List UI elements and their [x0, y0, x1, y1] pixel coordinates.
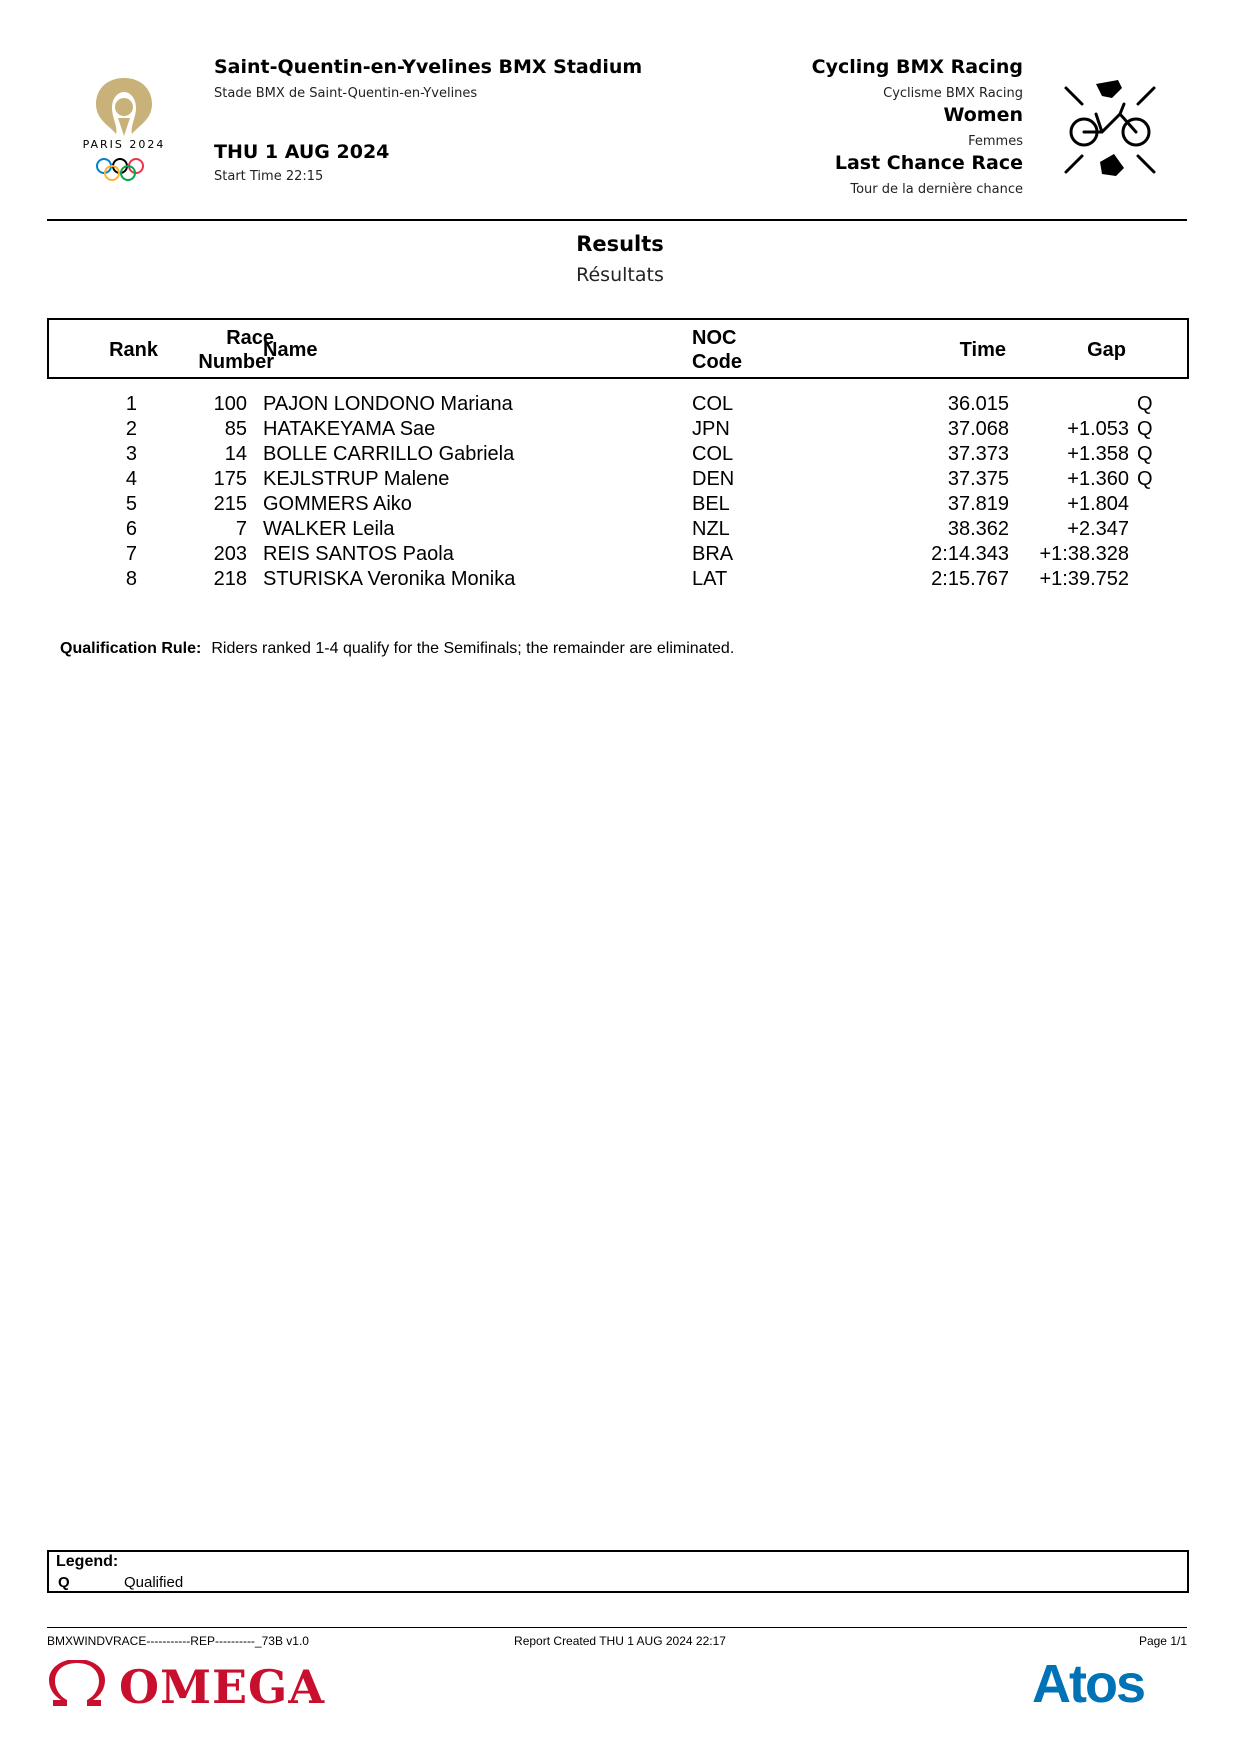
legend-code: Q	[58, 1574, 70, 1591]
col-race-number-line2: Number	[198, 351, 274, 373]
race-number-cell: 218	[213, 568, 247, 590]
name-cell: HATAKEYAMA Sae	[263, 418, 436, 440]
gap-cell: +1.360	[1067, 468, 1129, 490]
col-noc-line1: NOC	[692, 327, 737, 349]
name-cell: KEJLSTRUP Malene	[263, 468, 450, 490]
rank-cell: 2	[125, 418, 137, 440]
col-name: Name	[263, 339, 318, 361]
time-cell: 36.015	[947, 393, 1009, 415]
col-noc-line2: Code	[692, 351, 742, 373]
time-cell: 2:15.767	[931, 568, 1009, 590]
col-time: Time	[959, 339, 1006, 361]
header-divider	[47, 219, 1187, 221]
gap-cell: +1.804	[1067, 493, 1129, 515]
table-row	[0, 467, 1240, 492]
results-subtitle: Résultats	[576, 264, 664, 286]
table-row	[0, 542, 1240, 567]
noc-cell: COL	[692, 443, 734, 465]
footer-divider	[47, 1627, 1187, 1628]
report-code: BMXWINDVRACE-----------REP----------_73B v1.0	[47, 1634, 309, 1648]
table-row	[0, 492, 1240, 517]
noc-cell: LAT	[692, 568, 728, 590]
noc-cell: JPN	[692, 418, 730, 440]
paris-2024-logo	[72, 74, 176, 186]
race-number-cell: 14	[224, 443, 247, 465]
time-cell: 2:14.343	[931, 543, 1009, 565]
race-number-cell: 203	[213, 543, 247, 565]
rank-cell: 3	[125, 443, 137, 465]
race-number-cell: 85	[224, 418, 247, 440]
name-cell: REIS SANTOS Paola	[263, 543, 454, 565]
event-date: THU 1 AUG 2024	[214, 141, 390, 163]
qualification-rule-label: Qualification Rule:	[60, 640, 202, 657]
qualification-rule	[60, 640, 734, 658]
rank-cell: 8	[125, 568, 137, 590]
time-cell: 37.375	[947, 468, 1009, 490]
name-cell: WALKER Leila	[263, 518, 395, 540]
name-cell: BOLLE CARRILLO Gabriela	[263, 443, 515, 465]
name-cell: PAJON LONDONO Mariana	[263, 393, 513, 415]
venue-title: Saint-Quentin-en-Yvelines BMX Stadium	[214, 56, 643, 78]
rank-cell: 7	[125, 543, 137, 565]
col-gap: Gap	[1087, 339, 1126, 361]
start-time: Start Time 22:15	[214, 169, 324, 184]
logo-text: PARIS 2024	[82, 138, 166, 151]
table-row	[0, 517, 1240, 542]
race-number-cell: 100	[213, 393, 247, 415]
gap-cell: +1.358	[1067, 443, 1129, 465]
table-row	[0, 392, 1240, 417]
phase-title: Last Chance Race	[834, 152, 1023, 174]
atos-wordmark: Atos	[1032, 1654, 1144, 1714]
sport-subtitle: Cyclisme BMX Racing	[883, 86, 1023, 101]
noc-cell: NZL	[692, 518, 730, 540]
legend-description: Qualified	[124, 1574, 184, 1591]
gap-cell: +1.053	[1067, 418, 1129, 440]
legend-box	[47, 1550, 1189, 1593]
noc-cell: BRA	[692, 543, 734, 565]
qualified-mark: Q	[1137, 418, 1153, 440]
race-number-cell: 7	[235, 518, 247, 540]
omega-symbol-icon	[47, 1660, 107, 1710]
gap-cell: +1:39.752	[1039, 568, 1129, 590]
venue-subtitle: Stade BMX de Saint-Quentin-en-Yvelines	[214, 86, 478, 101]
race-number-cell: 215	[213, 493, 247, 515]
name-cell: STURISKA Veronika Monika	[263, 568, 516, 590]
noc-cell: COL	[692, 393, 734, 415]
bmx-pictogram-icon	[1062, 76, 1158, 184]
rank-cell: 4	[125, 468, 137, 490]
rank-cell: 1	[125, 393, 137, 415]
omega-wordmark: OMEGA	[119, 1660, 326, 1714]
table-row	[0, 442, 1240, 467]
report-created: Report Created THU 1 AUG 2024 22:17	[514, 1634, 726, 1648]
race-number-cell: 175	[213, 468, 247, 490]
rank-cell: 6	[125, 518, 137, 540]
col-race-number-line1: Race	[226, 327, 274, 349]
qualified-mark: Q	[1137, 443, 1153, 465]
rank-cell: 5	[125, 493, 137, 515]
page-number: Page 1/1	[1138, 1634, 1187, 1648]
table-row	[0, 567, 1240, 592]
results-title: Results	[576, 232, 664, 256]
col-rank: Rank	[109, 339, 158, 361]
time-cell: 37.373	[947, 443, 1009, 465]
qualified-mark: Q	[1137, 468, 1153, 490]
legend-title: Legend:	[56, 1553, 119, 1570]
table-header	[47, 318, 1189, 379]
qualified-mark: Q	[1137, 393, 1153, 415]
omega-logo	[47, 1660, 326, 1714]
gap-cell: +1:38.328	[1039, 543, 1129, 565]
noc-cell: BEL	[692, 493, 730, 515]
qualification-rule-text: Riders ranked 1-4 qualify for the Semifinals; the remainder are eliminated.	[211, 640, 735, 657]
gap-cell: +2.347	[1067, 518, 1129, 540]
gender-title: Women	[943, 104, 1023, 126]
gender-subtitle: Femmes	[968, 134, 1023, 149]
phase-subtitle: Tour de la dernière chance	[850, 182, 1023, 197]
table-row	[0, 417, 1240, 442]
time-cell: 37.819	[947, 493, 1009, 515]
paris-2024-emblem-icon	[72, 74, 176, 186]
name-cell: GOMMERS Aiko	[263, 493, 412, 515]
noc-cell: DEN	[692, 468, 735, 490]
atos-logo	[1032, 1656, 1190, 1712]
time-cell: 38.362	[947, 518, 1009, 540]
time-cell: 37.068	[947, 418, 1009, 440]
sport-title: Cycling BMX Racing	[811, 56, 1023, 78]
